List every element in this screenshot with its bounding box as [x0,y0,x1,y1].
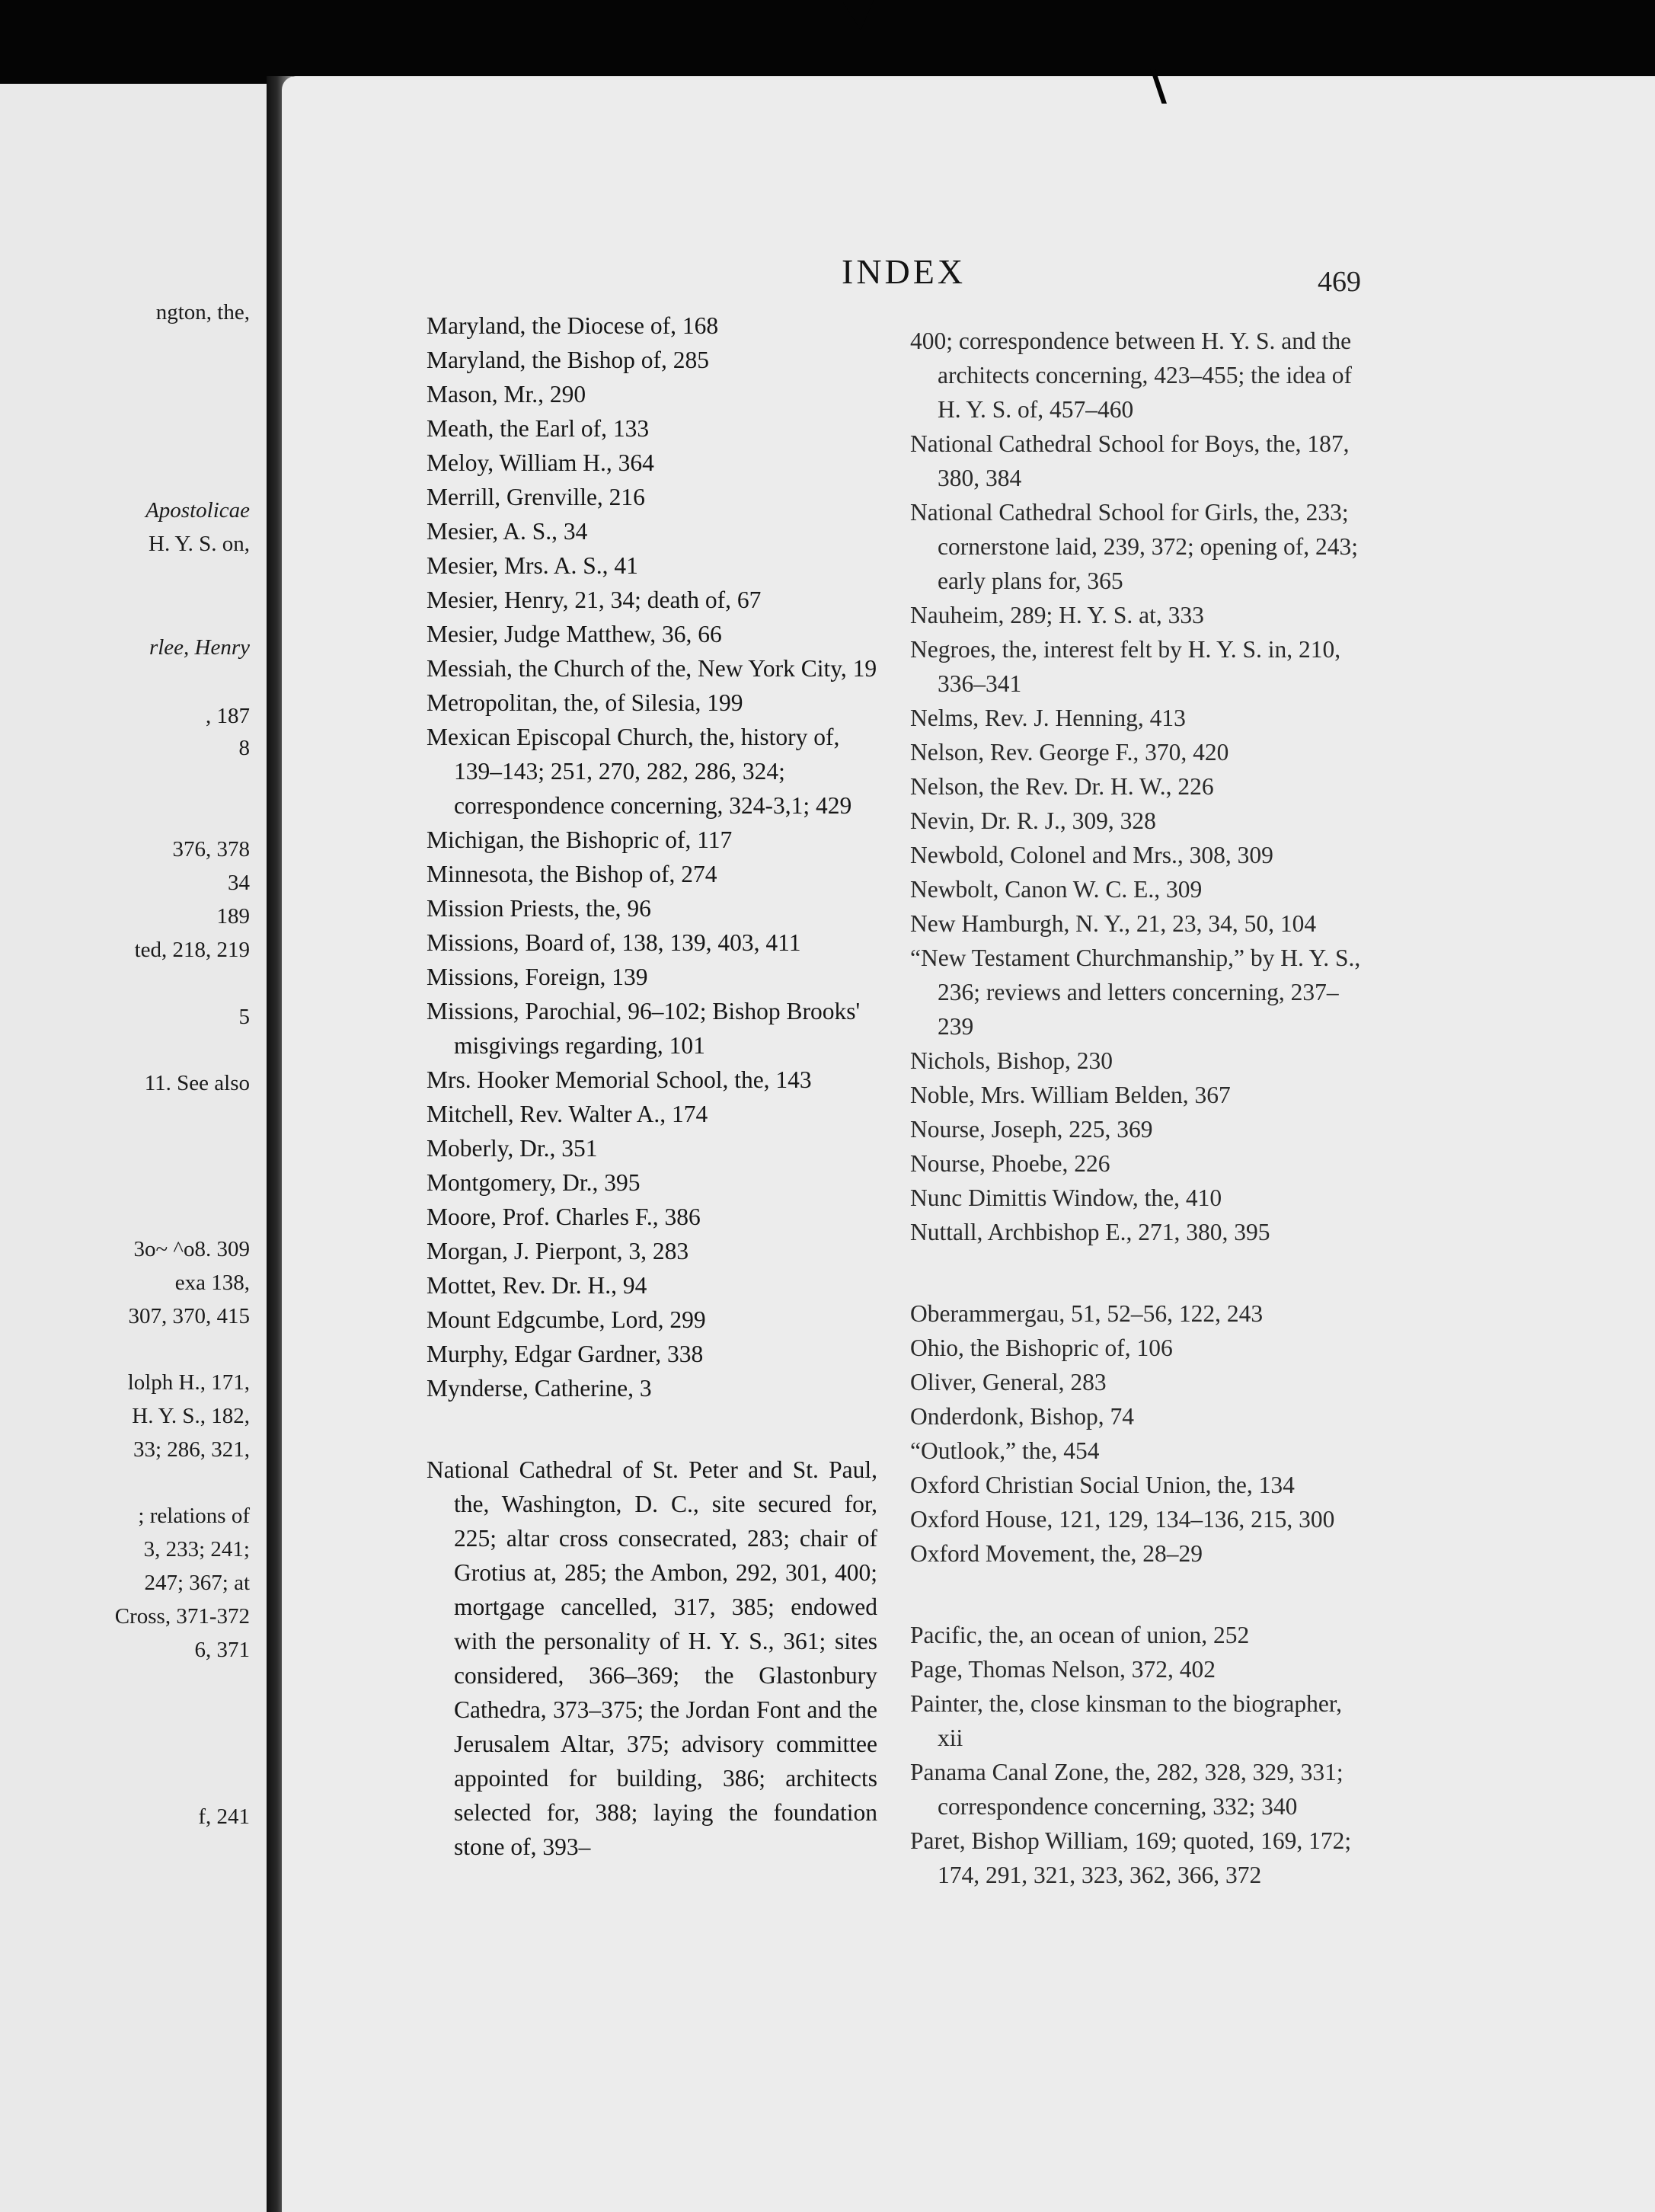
index-entry: Mexican Episcopal Church, the, history of, 139–143; 251, 270, 282, 286, 324; correspondence concerning, 324-3,1; 429 [427,724,852,819]
fragment-line: H. Y. S., 182, [132,1404,250,1428]
index-entry: Mesier, Mrs. A. S., 41 [427,552,638,579]
index-entry: Oberammergau, 51, 52–56, 122, 243 [910,1300,1264,1327]
index-entry: Nauheim, 289; H. Y. S. at, 333 [910,602,1204,628]
scan-artifact [842,0,874,30]
index-entry: National Cathedral School for Boys, the, 187, 380, 384 [910,430,1350,491]
index-entry: Nelms, Rev. J. Henning, 413 [910,705,1186,731]
previous-page-fragment [0,84,267,2212]
index-entry: Pacific, the, an ocean of union, 252 [910,1622,1250,1648]
index-entry: Page, Thomas Nelson, 372, 402 [910,1656,1216,1683]
fragment-line: lolph H., 171, [127,1370,250,1395]
fragment-line: 307, 370, 415 [128,1304,250,1328]
index-entry: New Hamburgh, N. Y., 21, 23, 34, 50, 104 [910,910,1317,937]
index-entry: Moore, Prof. Charles F., 386 [427,1203,701,1230]
index-entry: Missions, Parochial, 96–102; Bishop Brooks' misgivings regarding, 101 [427,998,861,1059]
index-entry: Nelson, Rev. George F., 370, 420 [910,739,1229,766]
fragment-line: 376, 378 [172,837,250,861]
index-entry: Minnesota, the Bishop of, 274 [427,861,717,887]
index-entry: Morgan, J. Pierpont, 3, 283 [427,1238,689,1264]
index-entry: Nourse, Joseph, 225, 369 [910,1116,1153,1143]
fragment-line: 6, 371 [194,1638,250,1662]
section-gap [427,1405,877,1453]
fragment-line: 247; 367; at [144,1571,250,1595]
index-entry: Nuttall, Archbishop E., 271, 380, 395 [910,1219,1270,1245]
index-entry: Messiah, the Church of the, New York City, 19 [427,655,877,682]
page-title: INDEX [842,252,966,291]
section-gap [910,1249,1363,1296]
index-entry: Oxford House, 121, 129, 134–136, 215, 300 [910,1506,1335,1533]
index-entry: Mrs. Hooker Memorial School, the, 143 [427,1066,812,1093]
index-entry: Meloy, William H., 364 [427,449,654,476]
index-entry: Mount Edgcumbe, Lord, 299 [427,1306,706,1333]
fragment-line: Cross, 371-372 [114,1604,250,1629]
index-entry: Mason, Mr., 290 [427,381,586,408]
index-entry: Merrill, Grenville, 216 [427,484,645,510]
index-entry: Montgomery, Dr., 395 [427,1169,641,1196]
index-entry: National Cathedral School for Girls, the, 233; cornerstone laid, 239, 372; opening of, 243; early plans for, 365 [910,499,1359,594]
index-entry: Noble, Mrs. William Belden, 367 [910,1082,1231,1108]
index-entry: Mesier, Henry, 21, 34; death of, 67 [427,587,762,613]
fragment-line: f, 241 [198,1804,250,1829]
index-column-left [427,308,877,1864]
index-entry: Meath, the Earl of, 133 [427,415,650,442]
fragment-line: 11. See also [144,1071,250,1095]
index-entry: Oxford Christian Social Union, the, 134 [910,1472,1295,1498]
index-entry: Painter, the, close kinsman to the biographer, xii [910,1690,1342,1751]
fragment-line: 5 [238,1005,250,1029]
index-entry: 400; correspondence between H. Y. S. and the architects concerning, 423–455; the idea of H. Y. S. of, 457–460 [910,328,1353,423]
index-entry: Maryland, the Diocese of, 168 [427,312,719,339]
index-entry: Oxford Movement, the, 28–29 [910,1540,1203,1567]
index-entry: Mynderse, Catherine, 3 [427,1375,652,1402]
index-entry: Negroes, the, interest felt by H. Y. S. in, 210, 336–341 [910,636,1341,697]
index-entry: Murphy, Edgar Gardner, 338 [427,1341,704,1367]
index-entry-national-cathedral: National Cathedral of St. Peter and St. Paul, the, Washington, D. C., site secured for, 225; altar cross consecrated, 283; chair of Grotius at, 285; the Ambon, 292, 301, 400; mortgage cancelled, 317, 385; endowed with the personality of H. Y. S., 361; sites considered, 366–369; the Glastonbury Cathedra, 373–375; the Jordan Font and the Jerusalem Altar, 375; advisory committee appointed for building, 386; architects selected for, 388; laying the foundation stone of, 393– [427,1456,877,1860]
index-entry: Maryland, the Bishop of, 285 [427,347,709,373]
index-entry: Newbold, Colonel and Mrs., 308, 309 [910,842,1273,868]
index-entry: Nichols, Bishop, 230 [910,1047,1113,1074]
index-entry: Nunc Dimittis Window, the, 410 [910,1184,1222,1211]
index-entry: Missions, Foreign, 139 [427,964,648,990]
fragment-line: 3, 233; 241; [143,1537,250,1562]
index-entry: Metropolitan, the, of Silesia, 199 [427,689,743,716]
section-gap [910,1571,1363,1618]
index-entry: Missions, Board of, 138, 139, 403, 411 [427,929,801,956]
index-entry: Oliver, General, 283 [910,1369,1107,1395]
fragment-line: 189 [216,904,250,929]
index-entry: Mitchell, Rev. Walter A., 174 [427,1101,708,1127]
fragment-line: ngton, the, [155,300,250,324]
fragment-line: , 187 [206,704,250,728]
fragment-line: 8 [238,736,250,760]
index-entry: Mottet, Rev. Dr. H., 94 [427,1272,647,1299]
index-column-right [910,324,1363,1892]
index-entry: Moberly, Dr., 351 [427,1135,598,1162]
page-number: 469 [1318,266,1361,298]
index-entry: Mission Priests, the, 96 [427,895,651,922]
index-entry: Paret, Bishop William, 169; quoted, 169, 172; 174, 291, 321, 323, 362, 366, 372 [910,1827,1352,1888]
index-entry: Michigan, the Bishopric of, 117 [427,826,733,853]
fragment-line: H. Y. S. on, [149,532,250,556]
fragment-line: ; relations of [138,1504,250,1528]
fragment-line: Apostolicae [145,498,250,523]
index-entry: Nevin, Dr. R. J., 309, 328 [910,807,1156,834]
index-entry: “Outlook,” the, 454 [910,1437,1100,1464]
index-entry: Panama Canal Zone, the, 282, 328, 329, 331; correspondence concerning, 332; 340 [910,1759,1343,1820]
index-entry: Onderdonk, Bishop, 74 [910,1403,1134,1430]
index-entry: Ohio, the Bishopric of, 106 [910,1335,1173,1361]
index-entry: Newbolt, Canon W. C. E., 309 [910,876,1203,903]
fragment-line: exa 138, [174,1271,250,1295]
index-entry: Mesier, A. S., 34 [427,518,588,545]
index-entry: Nourse, Phoebe, 226 [910,1150,1110,1177]
index-entry: Mesier, Judge Matthew, 36, 66 [427,621,722,647]
fragment-line: 3o~ ^o8. 309 [133,1237,250,1261]
fragment-line: 34 [228,871,250,895]
fragment-line: ted, 218, 219 [134,938,250,962]
fragment-line: rlee, Henry [149,635,250,660]
index-entry: Nelson, the Rev. Dr. H. W., 226 [910,773,1214,800]
index-entry: “New Testament Churchmanship,” by H. Y. S., 236; reviews and letters concerning, 237–239 [910,945,1361,1040]
fragment-line: 33; 286, 321, [133,1437,250,1462]
